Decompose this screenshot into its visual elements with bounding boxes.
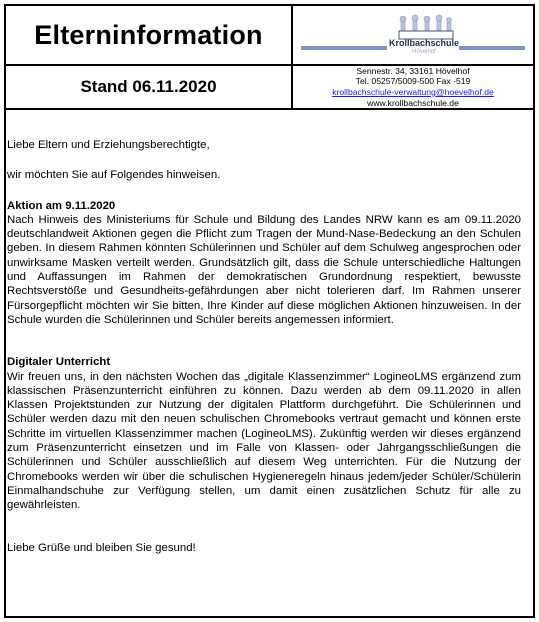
intro: wir möchten Sie auf Folgendes hinweisen.	[7, 169, 221, 182]
logo-town: Hövelhof	[412, 49, 436, 55]
section-text-digital: Wir freuen uns, in den nächsten Wochen das „digitale Klassenzimmer“ LogineoLMS ergänzend zum klassischen Präsenzunterricht einführen zu können. Dazu werden ab dem 09.11.2020 in allen Klassen Projektstunden zur Nutzung der digitalen Plattform durchgeführt. Die Schülerinnen und Schüler werden dazu mit den neuen schulischen Chromebooks vertraut gemacht und können erste Schritte im virtuellen Klassenzimmer machen (LogineoLMS). Zukünftig werden wir dieses ergänzend zum Präsenzunterricht einsetzen und im Falle von Klassen- oder Jahrgangsschließungen die Schülerinnen und Schüler ausschließlich auf diesem Weg unterrichten. Für die Nutzung der Chromebooks werden wir über die schulischen Hygieneregeln hinaus jedem/jeder Schüler/Schülerin Einmalhandschuhe zur Verfügung stellen, um damit einen zusätzlichen Schutz für alle zu gewährleisten.	[7, 370, 521, 512]
website: www.krollbachschule.de	[367, 97, 459, 108]
title-cell	[6, 6, 293, 66]
address: Sennestr. 34, 33161 Hövelhof	[356, 65, 470, 76]
page-title: Elterninformation	[34, 19, 263, 50]
date-cell	[6, 66, 293, 110]
email-link[interactable]: krollbachschule-verwaltung@hoevelhof.de	[332, 87, 494, 97]
section-title-aktion: Aktion am 9.11.2020	[7, 199, 116, 212]
salutation: Liebe Eltern und Erziehungsberechtigte,	[7, 139, 210, 151]
school-logo	[389, 14, 459, 58]
section-title-digital: Digitaler Unterricht	[7, 356, 111, 369]
closing: Liebe Grüße und bleiben Sie gesund!	[7, 541, 196, 554]
stand-date: Stand 06.11.2020	[80, 77, 217, 96]
section-text-aktion: Nach Hinweis des Ministeriums für Schule und Bildung des Landes NRW kann es am 09.11.2020 deutschlandweit Aktionen gegen die Pflicht zum Tragen der Mund-Nase-Bedeckung an den Schulen geben. In diesem Rahmen könnten Schülerinnen und Schüler auf dem Schulweg angesprochen oder unwirksame Masken verteilt werden. Grundsätzlich gilt, dass die Schule unterschiedliche Haltungen und Auffassungen im Rahmen der demokratischen Grundordnung respektiert, bewusste Rechtsverstöße und Gesundheits-gefährdungen aber nicht tolerieren darf. Im Rahmen unserer Fürsorgepflicht möchten wir Sie bitten, Ihre Kinder auf diese möglichen Aktionen hinzuweisen. In der Schule wurden die Schülerinnen und Schüler bereits angemessen informiert.	[7, 213, 521, 326]
letterhead	[6, 6, 533, 110]
letter-body	[7, 138, 521, 555]
accent-bar-left	[301, 46, 387, 50]
school-logo-icon	[389, 14, 459, 40]
logo-school-name: Krollbachschule	[389, 38, 460, 48]
logo-cell	[293, 6, 533, 66]
contact-cell	[293, 66, 533, 110]
accent-bar-right	[459, 46, 525, 50]
phone-fax: Tel. 05257/5009-500 Fax -519	[355, 76, 471, 87]
